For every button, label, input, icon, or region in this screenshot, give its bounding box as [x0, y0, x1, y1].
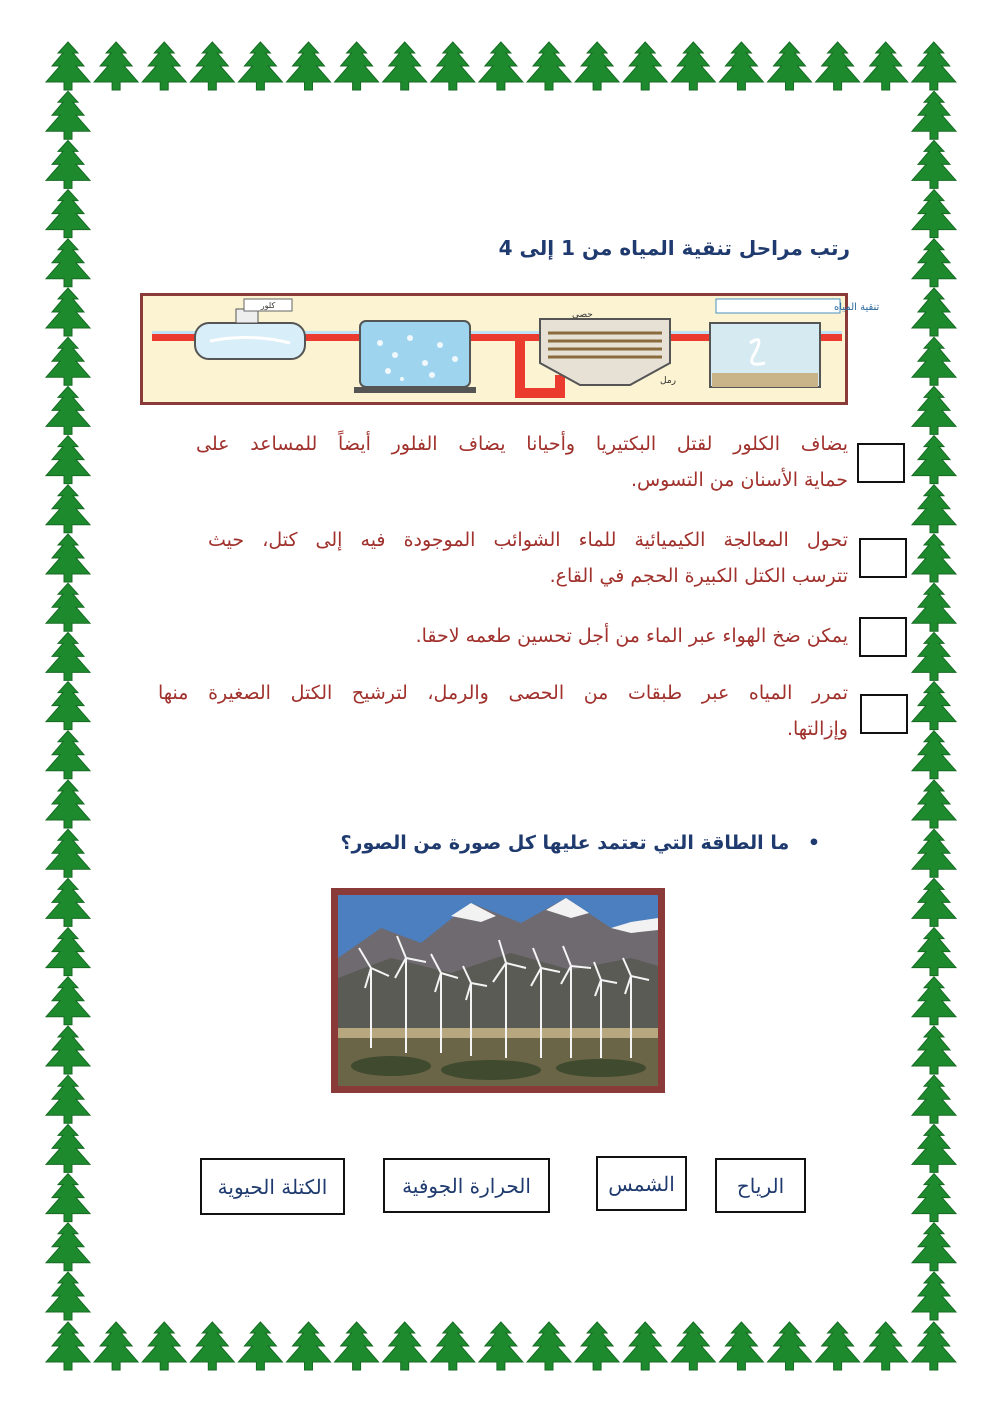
pine-tree-icon — [142, 1322, 186, 1370]
pine-tree-icon — [383, 42, 427, 90]
pine-tree-icon — [46, 1026, 90, 1074]
pine-tree-icon — [46, 977, 90, 1025]
diagram-label-chlorine: كلور — [260, 301, 276, 310]
pine-tree-icon — [238, 42, 282, 90]
statement-1-line-1: يضاف الكلور لقتل البكتيريا وأحيانا يضاف الفلور أيضاً للمساعد على — [196, 433, 848, 455]
pine-tree-icon — [527, 42, 571, 90]
statement-3-line-1: يمكن ضخ الهواء عبر الماء من أجل تحسين طعمه لاحقا. — [415, 625, 848, 647]
pine-tree-icon — [46, 682, 90, 730]
pine-tree-icon — [94, 1322, 138, 1370]
pine-tree-icon — [46, 878, 90, 926]
pine-tree-icon — [287, 1322, 331, 1370]
option-sun[interactable]: الشمس — [596, 1156, 687, 1211]
pine-tree-icon — [912, 583, 956, 631]
statement-2 — [208, 522, 848, 594]
pine-tree-icon — [46, 928, 90, 976]
wind-turbines-photo — [331, 888, 665, 1093]
pine-tree-icon — [912, 239, 956, 287]
pine-tree-icon — [912, 91, 956, 139]
option-biomass[interactable]: الكتلة الحيوية — [200, 1158, 345, 1215]
pine-tree-icon — [335, 42, 379, 90]
pine-tree-icon — [912, 682, 956, 730]
pine-tree-icon — [912, 1174, 956, 1222]
pine-tree-icon — [912, 829, 956, 877]
statement-1-line-2: حماية الأسنان من التسوس. — [630, 469, 848, 491]
pine-tree-icon — [46, 42, 90, 90]
pine-tree-icon — [46, 337, 90, 385]
pine-tree-icon — [912, 288, 956, 336]
pine-tree-icon — [575, 1322, 619, 1370]
order-box-1[interactable] — [857, 443, 905, 483]
statement-1 — [196, 426, 848, 498]
statement-3 — [300, 618, 848, 654]
pine-tree-icon — [768, 1322, 812, 1370]
pine-tree-icon — [190, 42, 234, 90]
pine-tree-icon — [238, 1322, 282, 1370]
pine-tree-icon — [912, 878, 956, 926]
pine-tree-icon — [912, 780, 956, 828]
pine-tree-icon — [46, 1223, 90, 1271]
water-purification-diagram — [140, 293, 880, 405]
statement-4-line-1: تمرر المياه عبر طبقات من الحصى والرمل، لترشيح الكتل الصغيرة منها — [158, 682, 848, 704]
pine-tree-icon — [46, 190, 90, 238]
pine-tree-icon — [912, 731, 956, 779]
order-box-4[interactable] — [860, 694, 908, 734]
statement-4-line-2: وإزالتها. — [786, 718, 848, 740]
pine-tree-icon — [46, 1322, 90, 1370]
pine-tree-icon — [864, 1322, 908, 1370]
pine-tree-icon — [46, 485, 90, 533]
pine-tree-icon — [479, 42, 523, 90]
pine-tree-icon — [46, 288, 90, 336]
pine-tree-icon — [912, 534, 956, 582]
pine-tree-icon — [479, 1322, 523, 1370]
pine-tree-icon — [383, 1322, 427, 1370]
pine-tree-icon — [46, 632, 90, 680]
pine-tree-icon — [912, 485, 956, 533]
pine-tree-icon — [431, 42, 475, 90]
pine-tree-icon — [864, 42, 908, 90]
energy-question — [300, 832, 820, 854]
pine-tree-icon — [912, 1223, 956, 1271]
pine-tree-icon — [46, 386, 90, 434]
order-box-3[interactable] — [859, 617, 907, 657]
pine-tree-icon — [912, 928, 956, 976]
pine-tree-icon — [46, 829, 90, 877]
pine-tree-icon — [912, 1026, 956, 1074]
pine-tree-icon — [671, 1322, 715, 1370]
pine-tree-icon — [46, 140, 90, 188]
pine-tree-icon — [46, 91, 90, 139]
pine-tree-icon — [719, 1322, 763, 1370]
bullet: • — [807, 832, 820, 854]
pine-tree-icon — [912, 337, 956, 385]
pine-tree-icon — [142, 42, 186, 90]
pine-tree-icon — [46, 780, 90, 828]
pine-tree-icon — [335, 1322, 379, 1370]
pine-tree-icon — [431, 1322, 475, 1370]
energy-question-text: ما الطاقة التي تعتمد عليها كل صورة من الصور؟ — [340, 832, 790, 854]
pine-tree-icon — [623, 42, 667, 90]
pine-tree-icon — [46, 1124, 90, 1172]
pine-tree-icon — [912, 977, 956, 1025]
pine-tree-icon — [46, 534, 90, 582]
pine-tree-icon — [912, 140, 956, 188]
diagram-label-sand: رمل — [660, 376, 676, 386]
pine-tree-icon — [912, 386, 956, 434]
pine-tree-icon — [46, 1174, 90, 1222]
option-wind[interactable]: الرياح — [715, 1158, 806, 1213]
statement-2-line-1: تحول المعالجة الكيميائية للماء الشوائب الموجودة فيه إلى كتل، حيث — [208, 529, 848, 551]
section-title-water-purification: رتب مراحل تنقية المياه من 1 إلى 4 — [498, 236, 850, 260]
pine-tree-icon — [527, 1322, 571, 1370]
pine-tree-icon — [190, 1322, 234, 1370]
pine-tree-icon — [912, 1322, 956, 1370]
statement-4 — [158, 675, 848, 747]
statement-2-line-2: تترسب الكتل الكبيرة الحجم في القاع. — [549, 565, 848, 587]
pine-tree-icon — [912, 42, 956, 90]
pine-tree-icon — [287, 42, 331, 90]
pine-tree-icon — [912, 1124, 956, 1172]
pine-tree-icon — [671, 42, 715, 90]
option-geothermal[interactable]: الحرارة الجوفية — [383, 1158, 550, 1213]
pine-tree-icon — [46, 1272, 90, 1320]
pine-tree-icon — [46, 239, 90, 287]
pine-tree-icon — [912, 436, 956, 484]
pine-tree-icon — [912, 1075, 956, 1123]
pine-tree-icon — [46, 731, 90, 779]
pine-tree-icon — [912, 1272, 956, 1320]
pine-tree-icon — [768, 42, 812, 90]
pine-tree-icon — [46, 436, 90, 484]
order-box-2[interactable] — [859, 538, 907, 578]
pine-tree-icon — [575, 42, 619, 90]
pine-tree-icon — [912, 632, 956, 680]
diagram-label-gravel: حصى — [572, 310, 593, 320]
pine-tree-icon — [623, 1322, 667, 1370]
diagram-title: تنقية المياه — [834, 302, 880, 313]
pine-tree-icon — [816, 1322, 860, 1370]
pine-tree-icon — [46, 583, 90, 631]
pine-tree-icon — [94, 42, 138, 90]
pine-tree-icon — [912, 190, 956, 238]
pine-tree-icon — [719, 42, 763, 90]
pine-tree-icon — [46, 1075, 90, 1123]
pine-tree-icon — [816, 42, 860, 90]
